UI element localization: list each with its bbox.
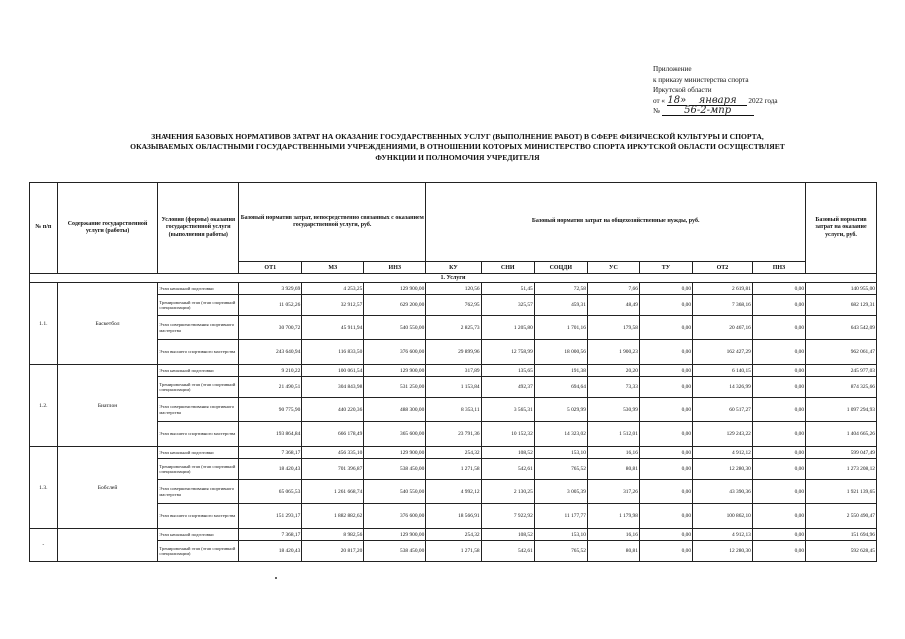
cost-value: 20 467,16	[693, 316, 753, 340]
cost-value: 542,61	[481, 459, 534, 480]
cost-value: 7 368,17	[239, 529, 302, 541]
cost-value: 12 280,30	[693, 541, 753, 562]
service-name: Бобслей	[57, 447, 158, 529]
cost-value: 18 566,91	[426, 504, 481, 529]
cost-value: 10 152,32	[481, 422, 534, 447]
header-code: СНИ	[481, 262, 534, 274]
cost-value: 538 450,00	[364, 459, 426, 480]
cost-value: 43 390,36	[693, 480, 753, 504]
cost-value: 116 833,50	[302, 340, 364, 365]
date-prefix: от «	[653, 96, 666, 105]
cost-value: 0,00	[639, 283, 692, 295]
cost-value: 80,81	[587, 459, 639, 480]
table-row	[30, 365, 877, 377]
cost-value: 11 177,77	[534, 504, 587, 529]
cost-value: 129 900,00	[364, 283, 426, 295]
cost-value: 440 220,36	[302, 398, 364, 422]
cost-value: 2 130,25	[481, 480, 534, 504]
cost-value: 1 153,84	[426, 377, 481, 398]
cost-value: 7 922,92	[481, 504, 534, 529]
cost-value: 7 368,16	[693, 295, 753, 316]
cost-value: 73,33	[587, 377, 639, 398]
cost-value: 666 178,49	[302, 422, 364, 447]
cost-value: 365 600,00	[364, 422, 426, 447]
cost-value: 0,00	[752, 398, 805, 422]
date-day: 18»	[667, 94, 687, 106]
cost-value: 80,81	[587, 541, 639, 562]
cost-value: 135,65	[481, 365, 534, 377]
cost-value: 1 271,58	[426, 541, 481, 562]
header-code: ОТ2	[693, 262, 753, 274]
cost-value: 151 293,17	[239, 504, 302, 529]
cost-value: 3 005,39	[534, 480, 587, 504]
cost-value: 531 250,00	[364, 377, 426, 398]
cost-value: 0,00	[752, 295, 805, 316]
header-code: КУ	[426, 262, 481, 274]
cost-value: 962 061,47	[806, 340, 877, 365]
cost-value: 90 775,90	[239, 398, 302, 422]
cost-value: 0,00	[752, 541, 805, 562]
cost-value: 1 261 668,74	[302, 480, 364, 504]
cost-value: 108,52	[481, 447, 534, 459]
cost-value: 129 900,00	[364, 365, 426, 377]
header-conditions: Условия (формы) оказания государственной услуги (выполнения работы)	[158, 183, 239, 274]
header-code: ИНЗ	[364, 262, 426, 274]
cost-value: 9 210,22	[239, 365, 302, 377]
cost-value: 45 911,94	[302, 316, 364, 340]
cost-value: 162 427,29	[693, 340, 753, 365]
cost-value: 129 243,22	[693, 422, 753, 447]
service-condition: Этап начальной подготовки	[158, 365, 239, 377]
header-code: ОТ1	[239, 262, 302, 274]
cost-value: 1 882 882,62	[302, 504, 364, 529]
cost-value: 325,57	[481, 295, 534, 316]
cost-value: 317,26	[587, 480, 639, 504]
service-condition: Этап начальной подготовки	[158, 447, 239, 459]
cost-value: 2 619,81	[693, 283, 753, 295]
cost-value: 11 052,26	[239, 295, 302, 316]
cost-value: 0,00	[639, 504, 692, 529]
cost-value: 153,10	[534, 447, 587, 459]
cost-value: 0,00	[752, 422, 805, 447]
cost-value: 0,00	[639, 480, 692, 504]
row-index: 1.1.	[30, 283, 58, 365]
cost-value: 2 825,73	[426, 316, 481, 340]
cost-value: 492,37	[481, 377, 534, 398]
cost-value: 643 542,09	[806, 316, 877, 340]
cost-value: 459,31	[534, 295, 587, 316]
header-code: ТУ	[639, 262, 692, 274]
appendix-line: Иркутской области	[653, 86, 712, 95]
cost-value: 456 335,10	[302, 447, 364, 459]
row-index: 1.2.	[30, 365, 58, 447]
cost-value: 254,32	[426, 447, 481, 459]
cost-value: 530,99	[587, 398, 639, 422]
cost-value: 8 982,56	[302, 529, 364, 541]
cost-value: 120,56	[426, 283, 481, 295]
appendix-number	[653, 106, 893, 117]
header-code: ПНЗ	[752, 262, 805, 274]
cost-value: 60 517,27	[693, 398, 753, 422]
service-condition: Этап совершенствования спортивного мастерства	[158, 480, 239, 504]
cost-value: 0,00	[639, 295, 692, 316]
cost-value: 140 955,00	[806, 283, 877, 295]
cost-value: 701 396,87	[302, 459, 364, 480]
cost-value: 4 992,12	[426, 480, 481, 504]
cost-value: 0,00	[752, 480, 805, 504]
cost-value: 538 450,00	[364, 541, 426, 562]
cost-value: 0,00	[752, 377, 805, 398]
cost-value: 0,00	[639, 529, 692, 541]
number-prefix: №	[653, 107, 660, 116]
cost-value: 1 205,80	[481, 316, 534, 340]
cost-value: 65 065,53	[239, 480, 302, 504]
header-code: МЗ	[302, 262, 364, 274]
cost-value: 682 129,31	[806, 295, 877, 316]
header-general-costs: Базовый норматив затрат на общехозяйственные нужды, руб.	[426, 183, 806, 262]
service-condition: Тренировочный этап (этап спортивной специализации)	[158, 295, 239, 316]
service-condition: Тренировочный этап (этап спортивной специализации)	[158, 459, 239, 480]
cost-value: 317,89	[426, 365, 481, 377]
cost-value: 32 912,57	[302, 295, 364, 316]
service-condition: Этап совершенствования спортивного мастерства	[158, 398, 239, 422]
cost-value: 20 817,20	[302, 541, 364, 562]
cost-value: 542,61	[481, 541, 534, 562]
cost-value: 629 200,00	[364, 295, 426, 316]
cost-value: 540 550,00	[364, 480, 426, 504]
cost-value: 3 929,69	[239, 283, 302, 295]
table-row	[30, 283, 877, 295]
cost-value: 243 640,94	[239, 340, 302, 365]
cost-value: 21 490,51	[239, 377, 302, 398]
cost-value: 100 061,54	[302, 365, 364, 377]
cost-value: 16,16	[587, 529, 639, 541]
cost-value: 151 694,96	[806, 529, 877, 541]
cost-value: 0,00	[639, 422, 692, 447]
cost-value: 14 323,02	[534, 422, 587, 447]
header-direct-costs: Базовый норматив затрат, непосредственно связанных с оказанием государственной услуги, руб.	[239, 183, 426, 262]
cost-value: 6 140,15	[693, 365, 753, 377]
cost-value: 193 864,84	[239, 422, 302, 447]
service-condition: Тренировочный этап (этап спортивной специализации)	[158, 377, 239, 398]
title-line: ОКАЗЫВАЕМЫХ ОБЛАСТНЫМИ ГОСУДАРСТВЕННЫМИ УЧРЕЖДЕНИЯМИ, В ОТНОШЕНИИ КОТОРЫХ МИНИСТЕРСТВО СПОРТА ИРКУТСКОЙ ОБЛАСТИ ОСУЩЕСТВЛЯЕТ	[130, 142, 785, 152]
cost-value: 592 628,45	[806, 541, 877, 562]
cost-value: 304 843,98	[302, 377, 364, 398]
header-total: Базовый норматив затрат на оказание услуги, руб.	[806, 183, 877, 274]
cost-value: 129 900,00	[364, 447, 426, 459]
cost-value: 694,64	[534, 377, 587, 398]
cost-value: 3 565,31	[481, 398, 534, 422]
cost-value: 51,45	[481, 283, 534, 295]
cost-value: 1 921 139,65	[806, 480, 877, 504]
cost-value: 1 097 294,93	[806, 398, 877, 422]
cost-value: 23 791,36	[426, 422, 481, 447]
cost-value: 12 280,30	[693, 459, 753, 480]
row-index: 1.3.	[30, 447, 58, 529]
cost-value: 191,38	[534, 365, 587, 377]
cost-value: 0,00	[752, 283, 805, 295]
cost-value: 108,52	[481, 529, 534, 541]
header-index: № п/п	[30, 183, 58, 274]
cost-value: 0,00	[639, 365, 692, 377]
cost-value: 0,00	[639, 459, 692, 480]
cost-value: 179,58	[587, 316, 639, 340]
service-name: Биатлон	[57, 365, 158, 447]
cost-value: 100 862,10	[693, 504, 753, 529]
header-code: УС	[587, 262, 639, 274]
cost-value: 245 977,03	[806, 365, 877, 377]
cost-value: 0,00	[639, 316, 692, 340]
order-number: 56-2-мпр	[662, 106, 754, 116]
cost-value: 0,00	[752, 340, 805, 365]
cost-value: 4 253,25	[302, 283, 364, 295]
cost-value: 376 600,00	[364, 504, 426, 529]
cost-value: 0,00	[639, 398, 692, 422]
cost-value: 1 179,98	[587, 504, 639, 529]
title-line: ФУНКЦИИ И ПОЛНОМОЧИЯ УЧРЕДИТЕЛЯ	[375, 152, 540, 162]
cost-value: 0,00	[639, 541, 692, 562]
cost-value: 18 000,56	[534, 340, 587, 365]
service-condition: Этап совершенствования спортивного мастерства	[158, 316, 239, 340]
service-name	[57, 529, 158, 562]
cost-value: 0,00	[639, 377, 692, 398]
cost-value: 2 550 490,47	[806, 504, 877, 529]
norms-table	[29, 182, 877, 562]
cost-value: 30 700,72	[239, 316, 302, 340]
cost-value: 14 326,99	[693, 377, 753, 398]
cost-value: 488 300,00	[364, 398, 426, 422]
title-line: ЗНАЧЕНИЯ БАЗОВЫХ НОРМАТИВОВ ЗАТРАТ НА ОКАЗАНИЕ ГОСУДАРСТВЕННЫХ УСЛУГ (ВЫПОЛНЕНИЕ РАБОТ) В СФЕРЕ ФИЗИЧЕСКОЙ КУЛЬТУРЫ И СПОРТА,	[151, 132, 764, 141]
cost-value: 1 273 208,12	[806, 459, 877, 480]
document-title	[40, 132, 875, 163]
cost-value: 1 271,58	[426, 459, 481, 480]
cost-value: 1 900,23	[587, 340, 639, 365]
cost-value: 599 047,49	[806, 447, 877, 459]
cost-value: 16,16	[587, 447, 639, 459]
cost-value: 0,00	[752, 365, 805, 377]
service-condition: Тренировочный этап (этап спортивной специализации)	[158, 541, 239, 562]
cost-value: 0,00	[639, 340, 692, 365]
cost-value: 0,00	[752, 504, 805, 529]
header-code: СОЦДИ	[534, 262, 587, 274]
cost-value: 0,00	[752, 459, 805, 480]
cost-value: 129 900,00	[364, 529, 426, 541]
cost-value: 765,52	[534, 541, 587, 562]
service-condition: Этап высшего спортивного мастерства	[158, 422, 239, 447]
service-condition: Этап начальной подготовки	[158, 283, 239, 295]
cost-value: 72,58	[534, 283, 587, 295]
service-condition: Этап высшего спортивного мастерства	[158, 340, 239, 365]
cost-value: 0,00	[752, 316, 805, 340]
cost-value: 765,52	[534, 459, 587, 480]
header-content: Содержание государственной услуги (работы)	[57, 183, 158, 274]
cost-value: 7 368,17	[239, 447, 302, 459]
cost-value: 18 420,43	[239, 541, 302, 562]
date-year: 2022 года	[748, 96, 778, 105]
cost-value: 48,49	[587, 295, 639, 316]
cost-value: 8 353,11	[426, 398, 481, 422]
cost-value: 254,32	[426, 529, 481, 541]
cost-value: 0,00	[752, 529, 805, 541]
cost-value: 1 404 665,26	[806, 422, 877, 447]
cost-value: 5 029,99	[534, 398, 587, 422]
cost-value: 1 701,16	[534, 316, 587, 340]
cost-value: 0,00	[752, 447, 805, 459]
appendix-block	[653, 64, 893, 117]
cost-value: 4 912,12	[693, 447, 753, 459]
cost-value: 540 550,00	[364, 316, 426, 340]
cost-value: 4 912,13	[693, 529, 753, 541]
scan-speck	[275, 577, 277, 579]
cost-value: 1 512,01	[587, 422, 639, 447]
service-name: Баскетбол	[57, 283, 158, 365]
cost-value: 20,20	[587, 365, 639, 377]
cost-value: 762,95	[426, 295, 481, 316]
appendix-line: к приказу министерства спорта	[653, 75, 749, 84]
cost-value: 29 899,96	[426, 340, 481, 365]
cost-value: 12 758,99	[481, 340, 534, 365]
cost-value: 376 600,00	[364, 340, 426, 365]
service-condition: Этап высшего спортивного мастерства	[158, 504, 239, 529]
cost-value: 18 420,43	[239, 459, 302, 480]
row-index: -	[30, 529, 58, 562]
cost-value: 7,66	[587, 283, 639, 295]
cost-value: 0,00	[639, 447, 692, 459]
section-title: 1. Услуги	[30, 274, 877, 283]
cost-value: 153,10	[534, 529, 587, 541]
service-condition: Этап начальной подготовки	[158, 529, 239, 541]
appendix-line: Приложение	[653, 65, 692, 73]
date-month: января	[689, 96, 747, 106]
cost-value: 874 325,66	[806, 377, 877, 398]
table-row	[30, 529, 877, 541]
table-row	[30, 447, 877, 459]
